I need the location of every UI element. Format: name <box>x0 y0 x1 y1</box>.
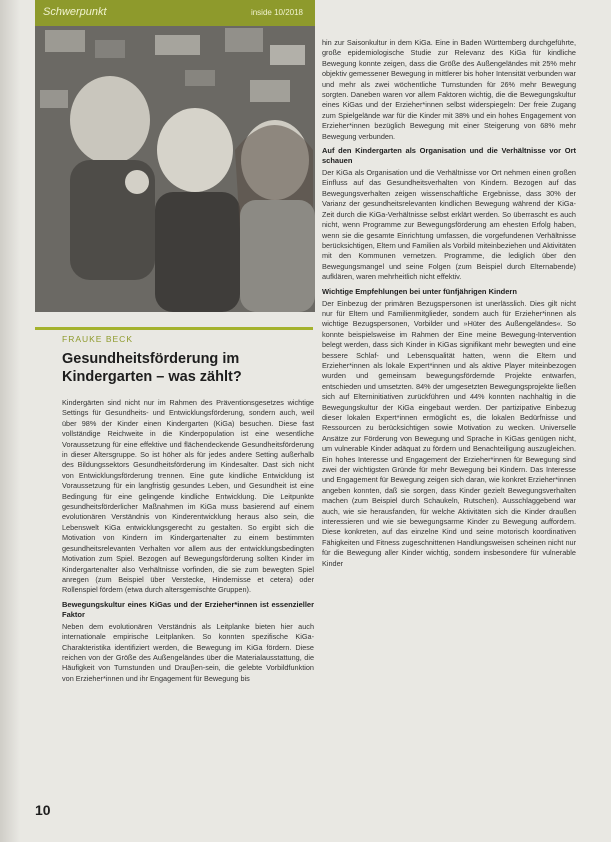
page-edge-shadow <box>0 0 20 842</box>
article-title: Gesundheitsförderung im Kindergarten – was zählt? <box>62 351 242 385</box>
article-photo <box>35 0 315 312</box>
left-column <box>62 398 314 688</box>
intro-paragraph: Kindergärten sind nicht nur im Rahmen des Präventionsgesetzes wichtige Settings für Gesundheits- und Entwicklungsförderung, sondern auch, weil über 98% der Kinder einen Kindergarten (KiGa) besuchen. Diese fast vollständige Reichweite in die Kinderpopulation ist eine wesentliche Voraussetzung für eine effektive und flächendeckende Gesundheitsförderung in dieser Altersgruppe. So ist höher als für jedes andere Setting außerhalb des Bildungssektors Gesundheitsförderung im Kindesalter. Dast sich nicht von Entwicklungsförderung trennen. Eine gute kindliche Entwicklung ist Voraussetzung für ein langfristig gesundes Leben, und Gesundheit ist eine Bedingung für eine gelingende kindliche Entwicklung. Die Leitpunkte gesundheitsförderlicher Maßnahmen im KiGa muss basierend auf einem evolutionären Verständnis von Kinderentwicklung heraus also sein, die Lebenswelt KiGa entwicklungsgerecht zu gestalten. So ergibt sich die Motivation von Kindern im Kindergartenalter zu einem bestimmten gesundheitsrelevanten Verhalten vor allem aus der entwicklungsbedingten Motivation zum Spiel. Bezogen auf Bewegungsförderung sollten Kinder im Kindergartenalter also Verhältnisse vorfinden, die sie zum bewegten Spiel anregen (zum Beispiel über Verstecke, Hindernisse et cetera) oder Rollenspiel fördern (etwa durch altersgemischte Gruppen). <box>62 398 314 595</box>
section-heading-2: Auf den Kindergarten als Organisation und die Verhältnisse vor Ort schauen <box>322 146 576 166</box>
author-kicker: FRAUKE BECK <box>62 334 133 344</box>
issue-label: inside 10/2018 <box>250 8 303 17</box>
section-heading-3: Wichtige Empfehlungen bei unter fünfjährigen Kindern <box>322 286 517 296</box>
section-header-bar <box>35 0 315 26</box>
section3-paragraph: Der Einbezug der primären Bezugspersonen ist unerlässlich. Dies gilt nicht nur für Eltern und Familienmitglieder, sondern auch für Erzieher*innen als wichtige Bezugspersonen, Vorbilder und »Hüter des Außengeländes«. So konnte beispielsweise im Rahmen der Eine meine Bewegung-Intervention belegt werden, dass sich Kinder in KiGas signifikant mehr bewegten und eine bessere Schlaf- und Lebensqualität hatten, wenn die Eltern und Erzieher*innen als lokale Expert*innen und als aktive Player miteinbezogen wurden und gemeinsam bewegungsfördernde Projekte entwarfen, entschieden und umsetzten. 84% der umgesetzten Bewegungsprojekte ließen sich auf Elterninitiativen zurückführen und 44% konnten nachhaltig in die Bewegungskultur der KiGa eingebaut werden. Der partizipative Einbezug dieser lokalen Expert*innen ermöglicht es, die lokalen Bedürfnisse und Ressourcen zu berücksichtigen sowie Motivation zu wecken. Universelle Ansätze zur Förderung von Bewegung und Sprache in KiGas genügen nicht, um vulnerable Kinder adäquat zu fördern und Benachteiligung auszugleichen. Ein hohes Interesse und Engagement der Erzieher*innen für Bewegung sind zwei der wichtigsten Gründe für mehr Bewegung bei Kindern. Das Interesse und Engagement für Bewegung zeigen sich daran, wie konkret Erzieher*innen angeben konnten, daß sie sorgen, dass Kinder gezielt Bewegungsverhalten machen (zum Beispiel durch Schaukeln, Rutschen). Ausschlaggebend war auch, wie sie herausfanden, für welche Aktivitäten sich die Kinder draußen interessieren und wie sie bewegungsarme Kinder zu Bewegung auffordern. Diese konkreten, auf das einzelne Kind und seine motorisch koordinativen Fähigkeiten und Fitness zugeschnittenen Handlungsweisen scheinen nicht nur für die Bewegung aller Kinder wichtig, sondern insbesondere für vulnerable Kinder <box>322 298 576 568</box>
section-heading-1: Bewegungskultur eines KiGas und der Erzieher*innen ist essenzieller Faktor <box>62 599 314 619</box>
section2-paragraph: Der KiGa als Organisation und die Verhältnisse vor Ort nehmen einen großen Einfluss auf das Gesundheitsverhalten von Kindern. Bezogen auf das Bewegungsverhalten zeigen wissenschaftliche Ergebnisse, dass 30% der Varianz der gesundheitsrelevanten kindlichen Bewegung während der KiGa-Zeit durch die KiGa-Verhältnisse selbst erklärt werden. So überrascht es auch nicht, wenn Programme zur Bewegungsförderung am ehesten Erfolg haben, wenn sie die gesamte Einrichtung umfassen, die vorgefundenen Verhältnisse berücksichtigen, Eltern und Familien als Vorbild miteinbeziehen und Aktivitäten mit den Kommunen vernetzen. Programme, die lediglich über den Bewegungsmangel und seine Folgen (zum Beispiel durch Elternabende) aufklären, waren mehrheitlich nicht effektiv. <box>322 168 576 282</box>
continued-paragraph: hin zur Saisonkultur in dem KiGa. Eine in Baden Württemberg durchgeführte, große epidemiologische Studie zur Relevanz des KiGa für kindliche Bewegung konnte zeigen, dass die Größe des Außengeländes mit 25% mehr objektiv gemessener Bewegung in mittlerer bis hoher Intensität verbunden war und mehr als zwei wöchentliche Turnstunden für 26% mehr Bewegung sorgten. Daneben waren vor allem Faktoren wichtig, die die Bewegungskultur eines KiGas und der Erzieher*innen selbst widerspiegeln: Der freie Zugang zum Spielgelände war für die Kinder mit 38% und ein hohes Engagement von Erzieher*innen bezüglich Bewegung mit einer Steigerung von 68% mehr Bewegung verbunden. <box>322 38 576 141</box>
right-column <box>322 38 576 573</box>
accent-divider <box>35 327 313 330</box>
section1-paragraph: Neben dem evolutionären Verständnis als Leitplanke bieten hier auch internationale empirische Leitplanken. So konnten spezifische KiGa-Charakteristika identifiziert werden, die Bewegung im KiGa fördern. Diese reichen von der Größe des Außengeländes über die Materialausstattung, die Häufigkeit von Turnstunden und Drauβen-sein, die gelebte Vorbildfunktion von Erzieher*innen und ihr Engagement für Bewegung bis <box>62 621 314 683</box>
section-label: Schwerpunkt <box>43 6 107 18</box>
page-number: 10 <box>35 802 51 818</box>
photo-children-lego-icon <box>35 0 315 312</box>
